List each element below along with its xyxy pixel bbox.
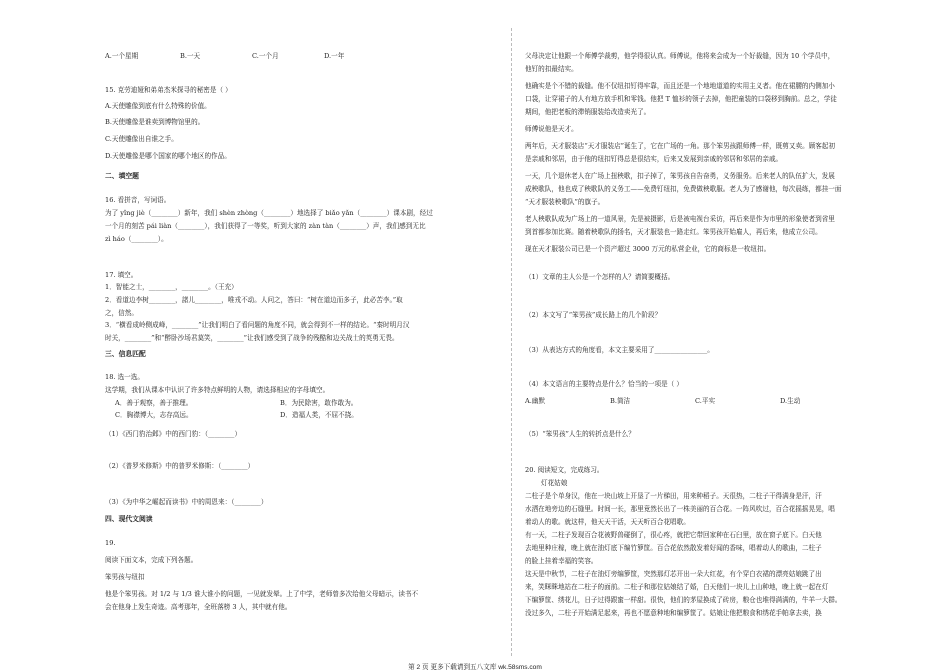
story-line: 着动人的歌。就这样，他天天干活，天天听百合花唱歌。 [525, 518, 690, 526]
story-line: 的脸上挂着幸福的笑容。 [525, 557, 598, 565]
story-line: 来，笑眯眯地站在二柱子的面前。二柱子和那位姑娘结了婚，白天他们一块儿上山种地，晚上就一起在灯 [525, 583, 829, 591]
q16-line: zì háo（________）。 [105, 235, 168, 243]
option-b: B.一天 [180, 52, 201, 60]
question-3: （3）从表达方式的角度看，本文主要采用了________________。 [525, 346, 714, 354]
question-4-options [525, 397, 800, 406]
q16-line: 16. 看拼音，写词语。 [105, 196, 171, 204]
q14-options [105, 52, 344, 61]
q18-item-1: （1）《西门豹治邺》中的西门豹：（________） [105, 430, 242, 438]
passage-line: “天才服装秧歌队”的旗子。 [525, 198, 605, 206]
page-footer: 第 2 页 更多下载请到五八文库 wk.58sms.com [408, 664, 542, 671]
q18-option-b: B．为民除害，敢作敢为。 [280, 399, 358, 407]
q15-option-d: D.天使雕像是哪个国家的哪个地区的作品。 [105, 152, 231, 160]
q17-line: 1．智能之士，________，________。（王充） [105, 283, 238, 291]
section4-title: 四、现代文阅读 [105, 515, 153, 523]
section3-title: 三、信息匹配 [105, 350, 146, 358]
q18-line: 18. 选一选。 [105, 373, 144, 381]
passage-title: 笨男孩与纽扣 [105, 573, 145, 581]
option-a: A.一个星期 [105, 52, 139, 60]
q18-item-2: （2）《普罗米修斯》中的普罗米修斯：（________） [105, 462, 255, 470]
q18-item-3: （3）《为中华之崛起而读书》中的周恩来：（________） [105, 498, 268, 506]
option-c: C.平实 [695, 397, 716, 405]
q17-line: 之，信然。 [105, 309, 138, 317]
story-line: 二柱子是个单身汉，他在一块山坡上开垦了一片梯田，用来种稻子。天很热，二柱子干得满身是汗，汗 [525, 492, 822, 500]
story-line: 下编箩筐、绣花儿，日子过得跟蜜一样甜。很快，他们的茅屋换成了砖房，粮仓也堆得满满的，牛羊一大群。 [525, 596, 842, 604]
passage-line: 现在天才服装公司已是一个资产超过 3000 万元的私营企业，它的商标是一枚纽扣。 [525, 245, 771, 253]
passage-line: 父母决定让他跟一个师傅学裁剪，他学得很认真。师傅说，他将来会成为一个好裁缝，因为 10 个学员中， [525, 52, 835, 60]
q20-title: 灯花姑娘 [541, 479, 568, 487]
q17-line: 2．看道边李树________，諸儿________，唯戎不动。人问之，答曰：“树在道边而多子，此必苦李。”取 [105, 296, 403, 304]
question-2: （2）本文写了“笨男孩”成长路上的几个阶段？ [525, 311, 662, 319]
q18-option-c: C．胸襟博大，志存高远。 [115, 411, 193, 419]
option-d: D.生动 [780, 397, 801, 405]
q19-number: 19. [105, 539, 116, 547]
q18-option-a: A．善于观察，善于推理。 [115, 399, 193, 407]
question-1: （1）文章的主人公是一个怎样的人？请简要概括。 [525, 273, 675, 281]
q17-line: 3．“横看成岭侧成峰，________”让我们明白了看问题的角度不同，就会得到不一样的结论。“秦时明月汉 [105, 321, 410, 329]
question-5: （5）“笨男孩”人生的转折点是什么？ [525, 430, 635, 438]
passage-line: 他确实是个不错的裁缝。他不仅纽扣钉得牢靠，而且还是一个地地道道的实用主义者。他在裙腰的内侧加小 [525, 82, 835, 90]
q16-line: 为了 yǐng jiè（________）新年，我们 shèn zhòng（________）地选择了 biǎo yǎn（________）课本剧，经过 [105, 209, 433, 217]
story-line: 去地里种庄稼，晚上就在油灯底下编竹箩筐。百合花依然散发着好闻的香味，唱着动人的歌曲，二柱子 [525, 544, 822, 552]
story-line: 这天是中秋节，二柱子在油灯旁编箩筐，突然那灯芯开出一朵大红花，有个穿白衣裙的漂亮姑娘跳了出 [525, 570, 822, 578]
passage-line: 他是个笨男孩。对 1/2 与 1/3 谁大谁小的问题，一见就发晕。上了中学，老师曾多次给他父母暗示，读书不 [105, 590, 419, 598]
q18-line: 这学期，我们从课本中认识了许多特点鲜明的人物，请选择相应的字母填空。 [105, 386, 330, 394]
q16-line: 一个月的刻苦 pái liàn（________），我们获得了一等奖，听到大家的 zàn tàn（________）声，我们感到无比 [105, 222, 426, 230]
q15-option-b: B.天使雕像是谁卖到博物馆里的。 [105, 118, 205, 126]
q17-line: 17. 填空。 [105, 271, 138, 279]
passage-line: 期间，他把老板的滞销服装给改造卖光了。 [525, 108, 651, 116]
q20-stem: 20. 阅读短文，完成练习。 [525, 466, 604, 474]
option-c: C.一个月 [252, 52, 279, 60]
q15-stem: 15. 克劳迪娅和弟弟杰米探寻的秘密是（ ） [105, 86, 232, 94]
passage-line: 两年后，天才服装店“天才服装店”诞生了，它在广场的一角。那个笨男孩跟师傅一样，既剪又卖。顾客起初 [525, 142, 836, 150]
q15-option-a: A.天使雕像到底有什么特殊的价值。 [105, 102, 211, 110]
passage-line: 到首都参加比赛。随着秧歌队的扬名，天才服装也一路走红。笨男孩开始雇人，再后来，他成立公司。 [525, 228, 822, 236]
q15-option-c: C.天使雕像出自谁之手。 [105, 135, 178, 143]
column-divider [511, 28, 512, 656]
section2-title: 二、填空题 [105, 172, 139, 180]
passage-line: 一天，几个退休老人在广场上扭秧歌，扣子掉了，笨男孩自告奋勇，义务服务。后来老人的队伍扩大，发展 [525, 172, 835, 180]
passage-line: 是亲戚和邻居，由于他的纽扣钉得总是很结实，后来又发展到亲戚的邻居和邻居的亲戚。 [525, 155, 783, 163]
story-line: 没过多久，二柱子开始满足起来，再也不愿意种地和编箩筐了。姑娘让他把粮食和绣花手帕拿去卖，换 [525, 609, 822, 617]
passage-line: 师傅说他是天才。 [525, 125, 578, 133]
q18-option-d: D．造福人类，不屈不挠。 [280, 411, 358, 419]
passage-line: 他钉的扣最结实。 [525, 65, 578, 73]
passage-line: 口袋，让穿裙子的人有地方放手机和零钱。他把 T 恤衫的领子去掉，他把童装的口袋移到胸前。总之，学徒 [525, 95, 837, 103]
option-d: D.一年 [324, 52, 345, 60]
story-line: 水洒在地旁边的石缝里。时间一长，那里竟然长出了一株美丽的百合花。一阵风吹过，百合花摇摇晃晃，唱 [525, 505, 835, 513]
option-b: B.简洁 [610, 397, 631, 405]
passage-line: 老人秧歌队成为广场上的一道风景，先是被摄影，后是被电视台采访，再后来是作为市里的形象使者到省里 [525, 215, 835, 223]
passage-line: 成秧歌队，他也成了秧歌队的义务工——免费钉纽扣，免费做秧歌服。老人为了感谢他，每次晨练，都挂一面 [525, 185, 842, 193]
option-a: A.幽默 [525, 397, 546, 405]
q19-instruction: 阅读下面文本，完成下列各题。 [105, 556, 198, 564]
question-4: （4）本文语言的主要特点是什么？恰当的一项是（ ） [525, 380, 683, 388]
q17-line: 时关，________”和“醉卧沙场君莫笑，________”让我们感受到了战争的残酷和边关战士的英勇无畏。 [105, 334, 399, 342]
passage-line: 会在他身上发生奇迹。高考那年，全班落榜 3 人，其中就有他。 [105, 603, 292, 611]
story-line: 有一天，二柱子发现百合花被野兽碰倒了，很心疼，就把它带回家种在石臼里，放在窗子底下。白天他 [525, 531, 822, 539]
